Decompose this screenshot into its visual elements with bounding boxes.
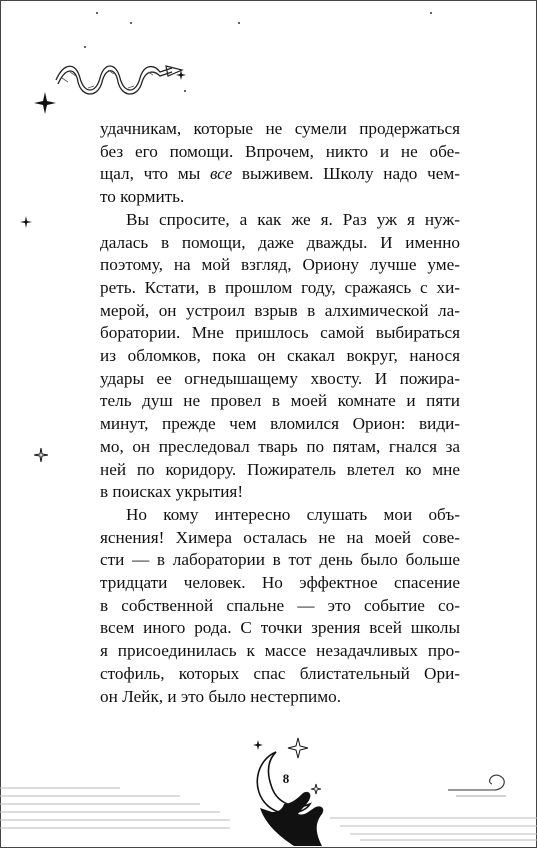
star-icon xyxy=(34,448,48,462)
text-line: тель душ не провел в моей комнате и пяти xyxy=(100,391,460,411)
text-line: Вы спросите, а как же я. Раз уж я нуж- xyxy=(126,209,460,229)
text-line: удары ее огнедышащему хвосту. И пожира- xyxy=(100,368,460,388)
text-line: далась в помощи, даже дважды. И именно xyxy=(100,232,460,252)
text-line: в собственной спальне — это событие со- xyxy=(100,595,460,615)
text-line: я присоединилась к массе незадачливых про- xyxy=(100,641,460,661)
star-icon xyxy=(176,70,186,80)
text-line: удачникам, которые не сумели продержаться xyxy=(100,119,460,138)
text-line: боратории. Мне пришлось самой выбираться xyxy=(100,323,460,343)
text-line: щал, что мы все выживем. Школу надо чем- xyxy=(100,164,460,184)
star-icon xyxy=(20,216,32,228)
text-line: Но кому интересно слушать мои объ- xyxy=(126,504,460,524)
page-number: 8 xyxy=(282,771,290,786)
text-line: яснения! Химера осталась не на моей сове- xyxy=(100,527,460,547)
text-line: минут, прежде чем вломился Орион: види- xyxy=(100,414,460,434)
text-line: без его помощи. Впрочем, никто и не обе- xyxy=(100,141,460,161)
paragraph xyxy=(100,118,460,209)
star-icon xyxy=(34,92,56,114)
paragraph xyxy=(100,504,460,708)
text-line: стофиль, которых спас блистательный Ори- xyxy=(100,663,460,683)
paragraph xyxy=(100,209,460,504)
text-line: в поисках укрытия! xyxy=(100,482,244,502)
text-line: мерой, он устроил взрыв в алхимической ла- xyxy=(100,300,460,320)
snake-icon xyxy=(48,52,188,102)
text-line: реть. Кстати, в прошлом году, сражаясь с хи- xyxy=(100,277,460,297)
text-line: всем иного рода. С точки зрения всей школы xyxy=(100,618,460,638)
text-line: он Лейк, и это было нестерпимо. xyxy=(100,686,341,706)
body-text xyxy=(100,118,460,708)
text-line: из обломков, пока он скакал вокруг, нанося xyxy=(100,346,460,366)
text-line: тридцати человек. Но эффектное спасение xyxy=(100,573,460,593)
text-line: поэтому, на мой взгляд, Ориону лучше уме- xyxy=(100,255,460,275)
text-line: ней по коридору. Пожиратель влетел ко мне xyxy=(100,459,460,479)
text-line: то кормить. xyxy=(100,187,185,207)
text-line: сти — в лаборатории в тот день было больше xyxy=(100,550,460,570)
paper-texture xyxy=(0,778,537,848)
text-line: мо, он преследовал тварь по пятам, гнался за xyxy=(100,436,460,456)
